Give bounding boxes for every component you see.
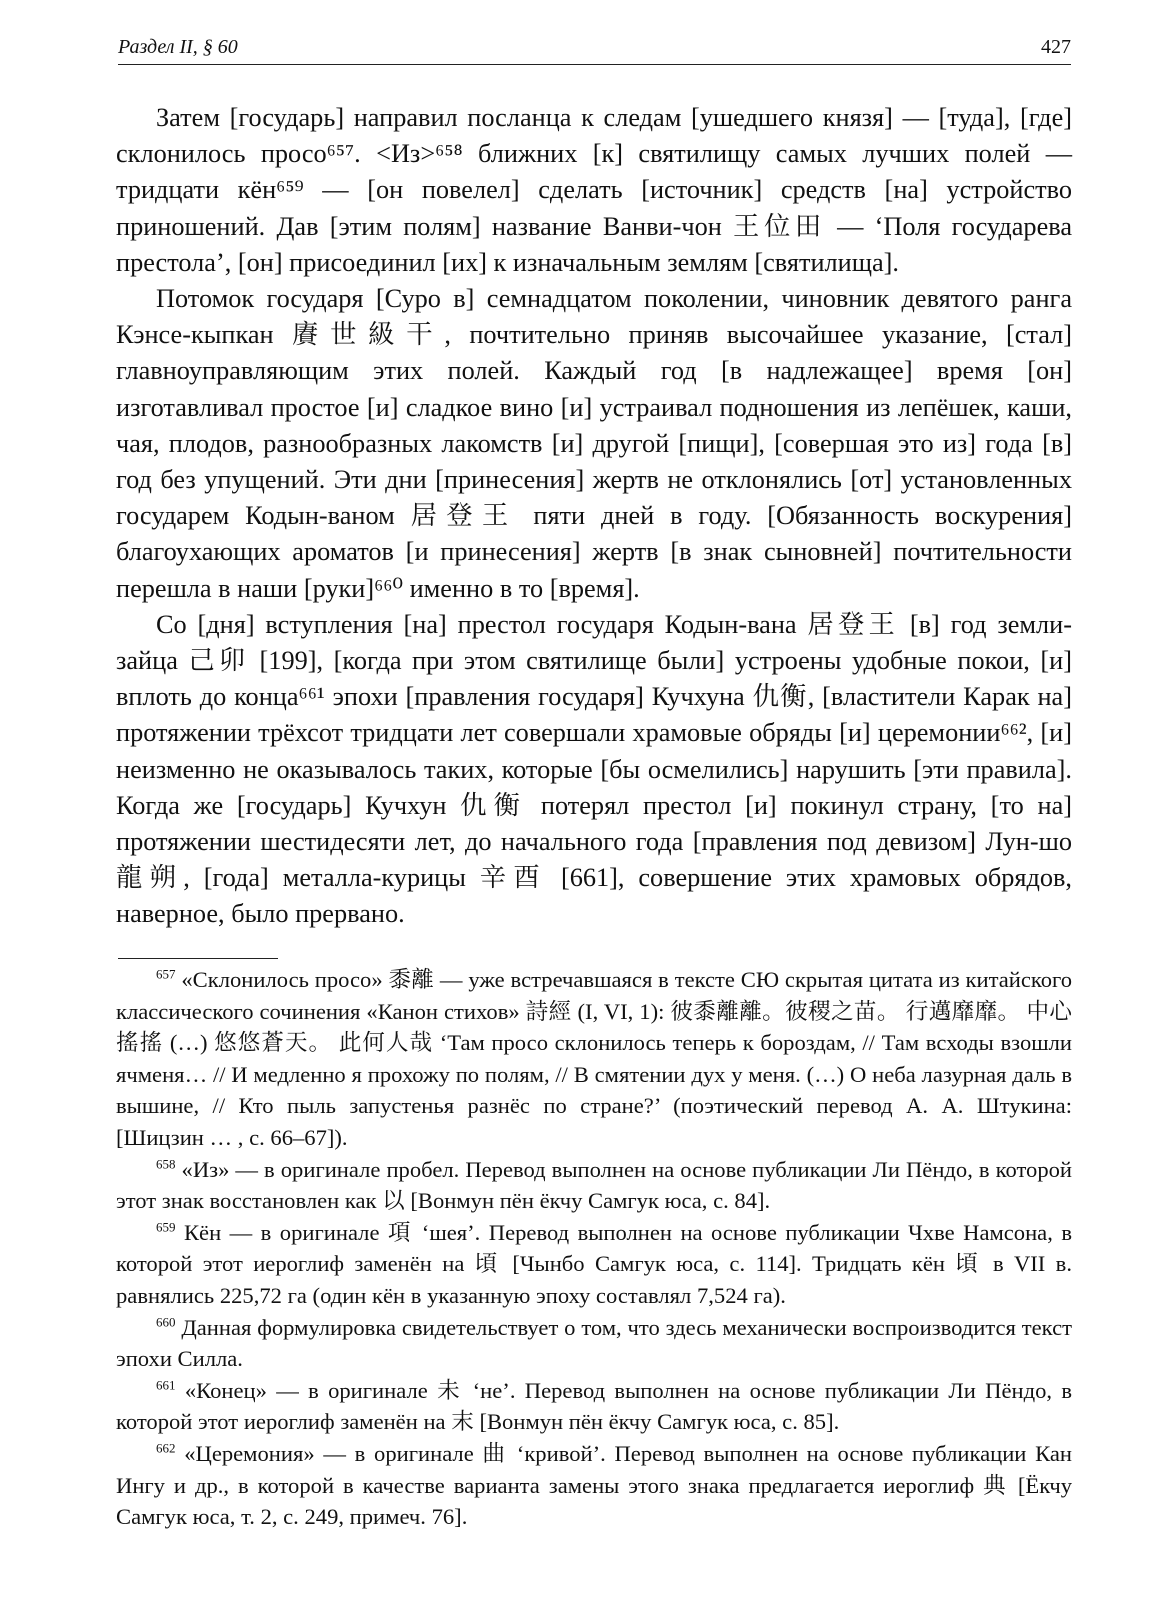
footnote-text: «Церемония» — в оригинале 曲 ‘кривой’. Перевод выполнен на основе публикации Кан Ингу и др., в которой в качестве варианта замены этого знака предлагается иероглиф 典 [Ёкчу Самгук юса, т. 2, с. 249, примеч. 76]. <box>116 1440 1072 1530</box>
page-number: 427 <box>1041 36 1071 58</box>
footnote-text: «Из» — в оригинале пробел. Перевод выполнен на основе публикации Ли Пёндо, в которой этот знак восстановлен как 以 [Вонмун пён ёкчу Самгук юса, с. 84]. <box>116 1156 1072 1214</box>
footnote-separator <box>118 958 278 959</box>
footnote-number: 658 <box>156 1156 176 1172</box>
footnote-text: «Конец» — в оригинале 未 ‘не’. Перевод выполнен на основе публикации Ли Пёндо, в которой этот иероглиф заменён на 末 [Вонмун пён ёкчу Самгук юса, с. 85]. <box>116 1377 1072 1435</box>
footnote-text: Данная формулировка свидетельствует о том, что здесь механически воспроизводится текст эпохи Силла. <box>116 1314 1072 1372</box>
footnote-text: Кён — в оригинале 項 ‘шея’. Перевод выполнен на основе публикации Чхве Намсона, в которой этот иероглиф заменён на 頃 [Чынбо Самгук юса, с. 114]. Тридцать кён 頃 в VII в. равнялись 225,72 га (один кён в указанную эпоху составлял 7,524 га). <box>116 1219 1072 1308</box>
paragraph-2: Потомок государя [Суро в] семнадцатом поколении, чиновник девятого ранга Кэнсе-кыпкан 賡世級干, почтительно приняв высочайшее указание, [стал] главноуправляющим этих полей. Каждый год [в надлежащее] время [он] изготавливал простое [и] сладкое вино [и] устраивал подношения из лепёшек, каши, чая, плодов, разнообразных лакомств [и] другой [пищи], [совершая это из] года [в] год без упущений. Эти дни [принесения] жертв не отклонялись [от] установленных государем Кодын-ваном 居登王 пяти дней в году. [Обязанность воскурения] благоухающих ароматов [и принесения] жертв [в знак сыновней] почтительности перешла в наши [руки]⁶⁶⁰ именно в то [время]. <box>116 284 1072 603</box>
paragraph-3: Со [дня] вступления [на] престол государя Кодын-вана 居登王 [в] год земли-зайца 己卯 [199], [когда при этом святилище были] устроены удобные покои, [и] вплоть до конца⁶⁶¹ эпохи [правления государя] Кучхуна 仇衡, [властители Карак на] протяжении трёхсот тридцати лет совершали храмовые обряды [и] церемонии⁶⁶², [и] неизменно не оказывалось таких, которые [бы осмелились] нарушить [эти правила]. Когда же [государь] Кучхун 仇衡 потерял престол [и] покинул страну, [то на] протяжении шестидесяти лет, до начального года [правления под девизом] Лун-шо 龍朔, [года] металла-курицы 辛酉 [661], совершение этих храмовых обрядов, наверное, было прервано. <box>116 609 1072 929</box>
footnote-662 <box>116 1438 1072 1533</box>
footnotes <box>116 964 1072 1533</box>
footnote-number: 657 <box>156 966 176 982</box>
footnote-number: 661 <box>156 1377 176 1393</box>
footnote-658 <box>116 1154 1072 1217</box>
footnote-text: «Склонилось просо» 黍離 — уже встречавшаяся в тексте СЮ скрытая цитата из китайского классического сочинения «Канон стихов» 詩經 (I, VI, 1): 彼黍離離。彼稷之苗。 行邁靡靡。 中心搖搖 (…) 悠悠蒼天。 此何人哉 ‘Там просо склонилось теперь к бороздам, // Там всходы взошли ячменя… // И медленно я прохожу по полям, // В смятении дух у меня. (…) О неба лазурная даль в вышине, // Кто пыль запустенья разнёс по стране?’ (поэтический перевод А. А. Штукина: [Шицзин … , с. 66–67]). <box>116 967 1072 1150</box>
main-text <box>116 100 1072 933</box>
footnote-659 <box>116 1217 1072 1312</box>
footnote-660 <box>116 1312 1072 1375</box>
footnote-number: 662 <box>156 1440 176 1456</box>
footnote-661 <box>116 1375 1072 1438</box>
paragraph-1: Затем [государь] направил посланца к следам [ушедшего князя] — [туда], [где] склонилось просо⁶⁵⁷. <Из>⁶⁵⁸ ближних [к] святилищу самых лучших полей — тридцати кён⁶⁵⁹ — [он повелел] сделать [источник] средств [на] устройство приношений. Дав [этим полям] название Ванви-чон 王位田 — ‘Поля государева престола’, [он] присоединил [их] к изначальным землям [святилища]. <box>116 103 1072 277</box>
footnote-number: 660 <box>156 1314 176 1329</box>
footnote-657 <box>116 964 1072 1154</box>
section-title: Раздел II, § 60 <box>118 36 238 58</box>
running-header <box>118 30 1071 65</box>
footnote-number: 659 <box>156 1219 176 1235</box>
